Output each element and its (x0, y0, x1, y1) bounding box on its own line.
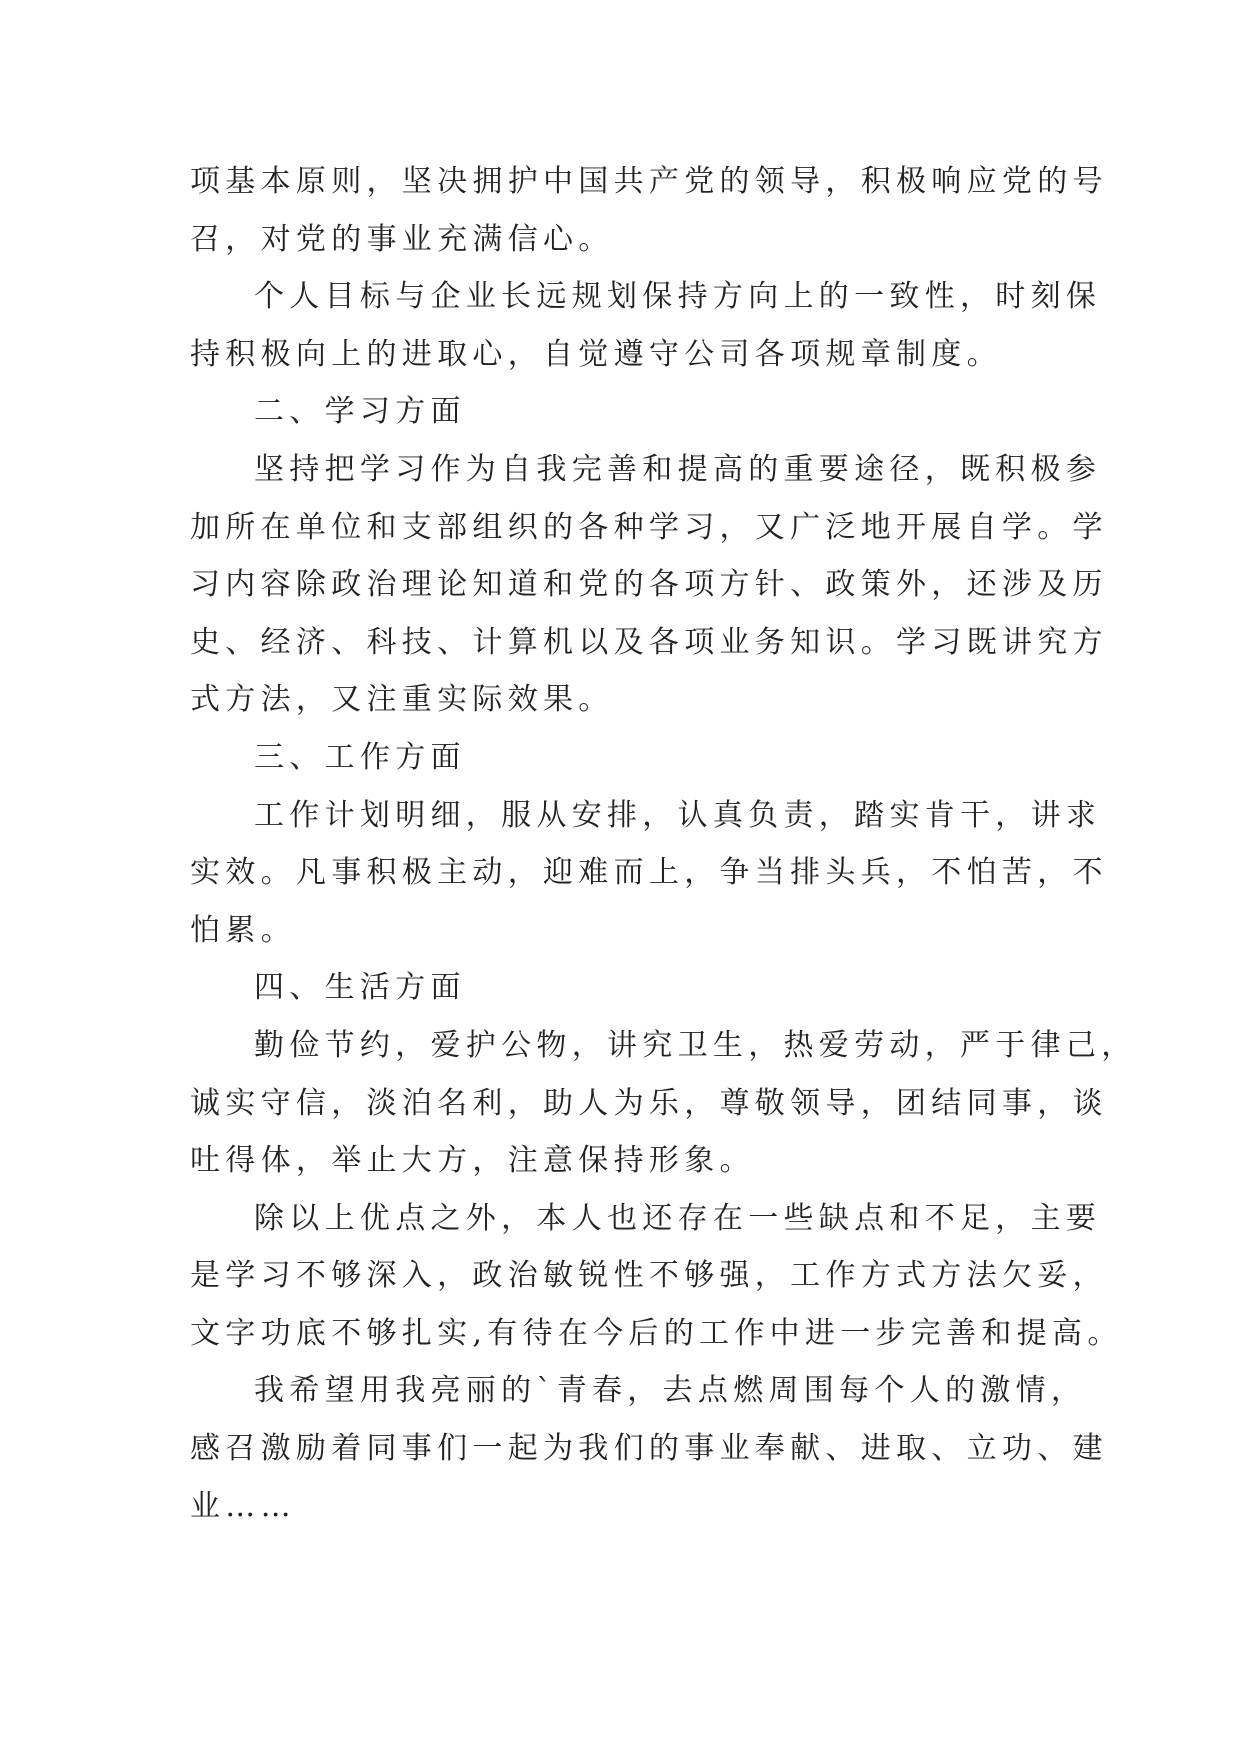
text-line: 诚实守信，淡泊名利，助人为乐，尊敬领导，团结同事，谈 (190, 1085, 1108, 1121)
text-line: 召，对党的事业充满信心。 (190, 221, 614, 257)
text-line: 项基本原则，坚决拥护中国共产党的领导，积极响应党的号 (190, 164, 1108, 199)
text-line: 实效。凡事积极主动，迎难而上，争当排头兵，不怕苦，不 (190, 855, 1108, 891)
section-heading: 三、工作方面 (254, 739, 466, 775)
text-line: 文字功底不够扎实,有待在今后的工作中进一步完善和提高。 (190, 1315, 1123, 1351)
text-line: 业…… (190, 1488, 296, 1524)
text-line: 是学习不够深入，政治敏锐性不够强，工作方式方法欠妥， (190, 1258, 1108, 1294)
section-heading: 四、生活方面 (254, 970, 466, 1006)
text-line: 坚持把学习作为自我完善和提高的重要途径，既积极参 (254, 451, 1102, 487)
text-line: 感召激励着同事们一起为我们的事业奉献、进取、立功、建 (190, 1431, 1108, 1467)
text-line: 工作计划明细，服从安排，认真负责，踏实肯干，讲求 (254, 797, 1102, 833)
section-heading: 二、学习方面 (254, 394, 466, 430)
text-line: 除以上优点之外，本人也还存在一些缺点和不足，主要 (254, 1200, 1102, 1236)
text-line: 加所在单位和支部组织的各种学习，又广泛地开展自学。学 (190, 509, 1108, 545)
text-line: 吐得体，举止大方，注意保持形象。 (190, 1143, 755, 1179)
text-line: 个人目标与企业长远规划保持方向上的一致性，时刻保 (254, 279, 1102, 315)
text-line: 我希望用我亮丽的`青春，去点燃周围每个人的激情， (254, 1373, 1087, 1409)
text-line: 持积极向上的进取心，自觉遵守公司各项规章制度。 (190, 336, 1002, 372)
text-line: 怕累。 (190, 912, 296, 948)
body-text (190, 153, 1137, 1535)
text-line: 习内容除政治理论知道和党的各项方针、政策外，还涉及历 (190, 567, 1108, 603)
text-line: 史、经济、科技、计算机以及各项业务知识。学习既讲究方 (190, 624, 1108, 660)
text-line: 式方法，又注重实际效果。 (190, 682, 614, 718)
text-line: 勤俭节约，爱护公物，讲究卫生，热爱劳动，严于律己， (254, 1027, 1137, 1063)
